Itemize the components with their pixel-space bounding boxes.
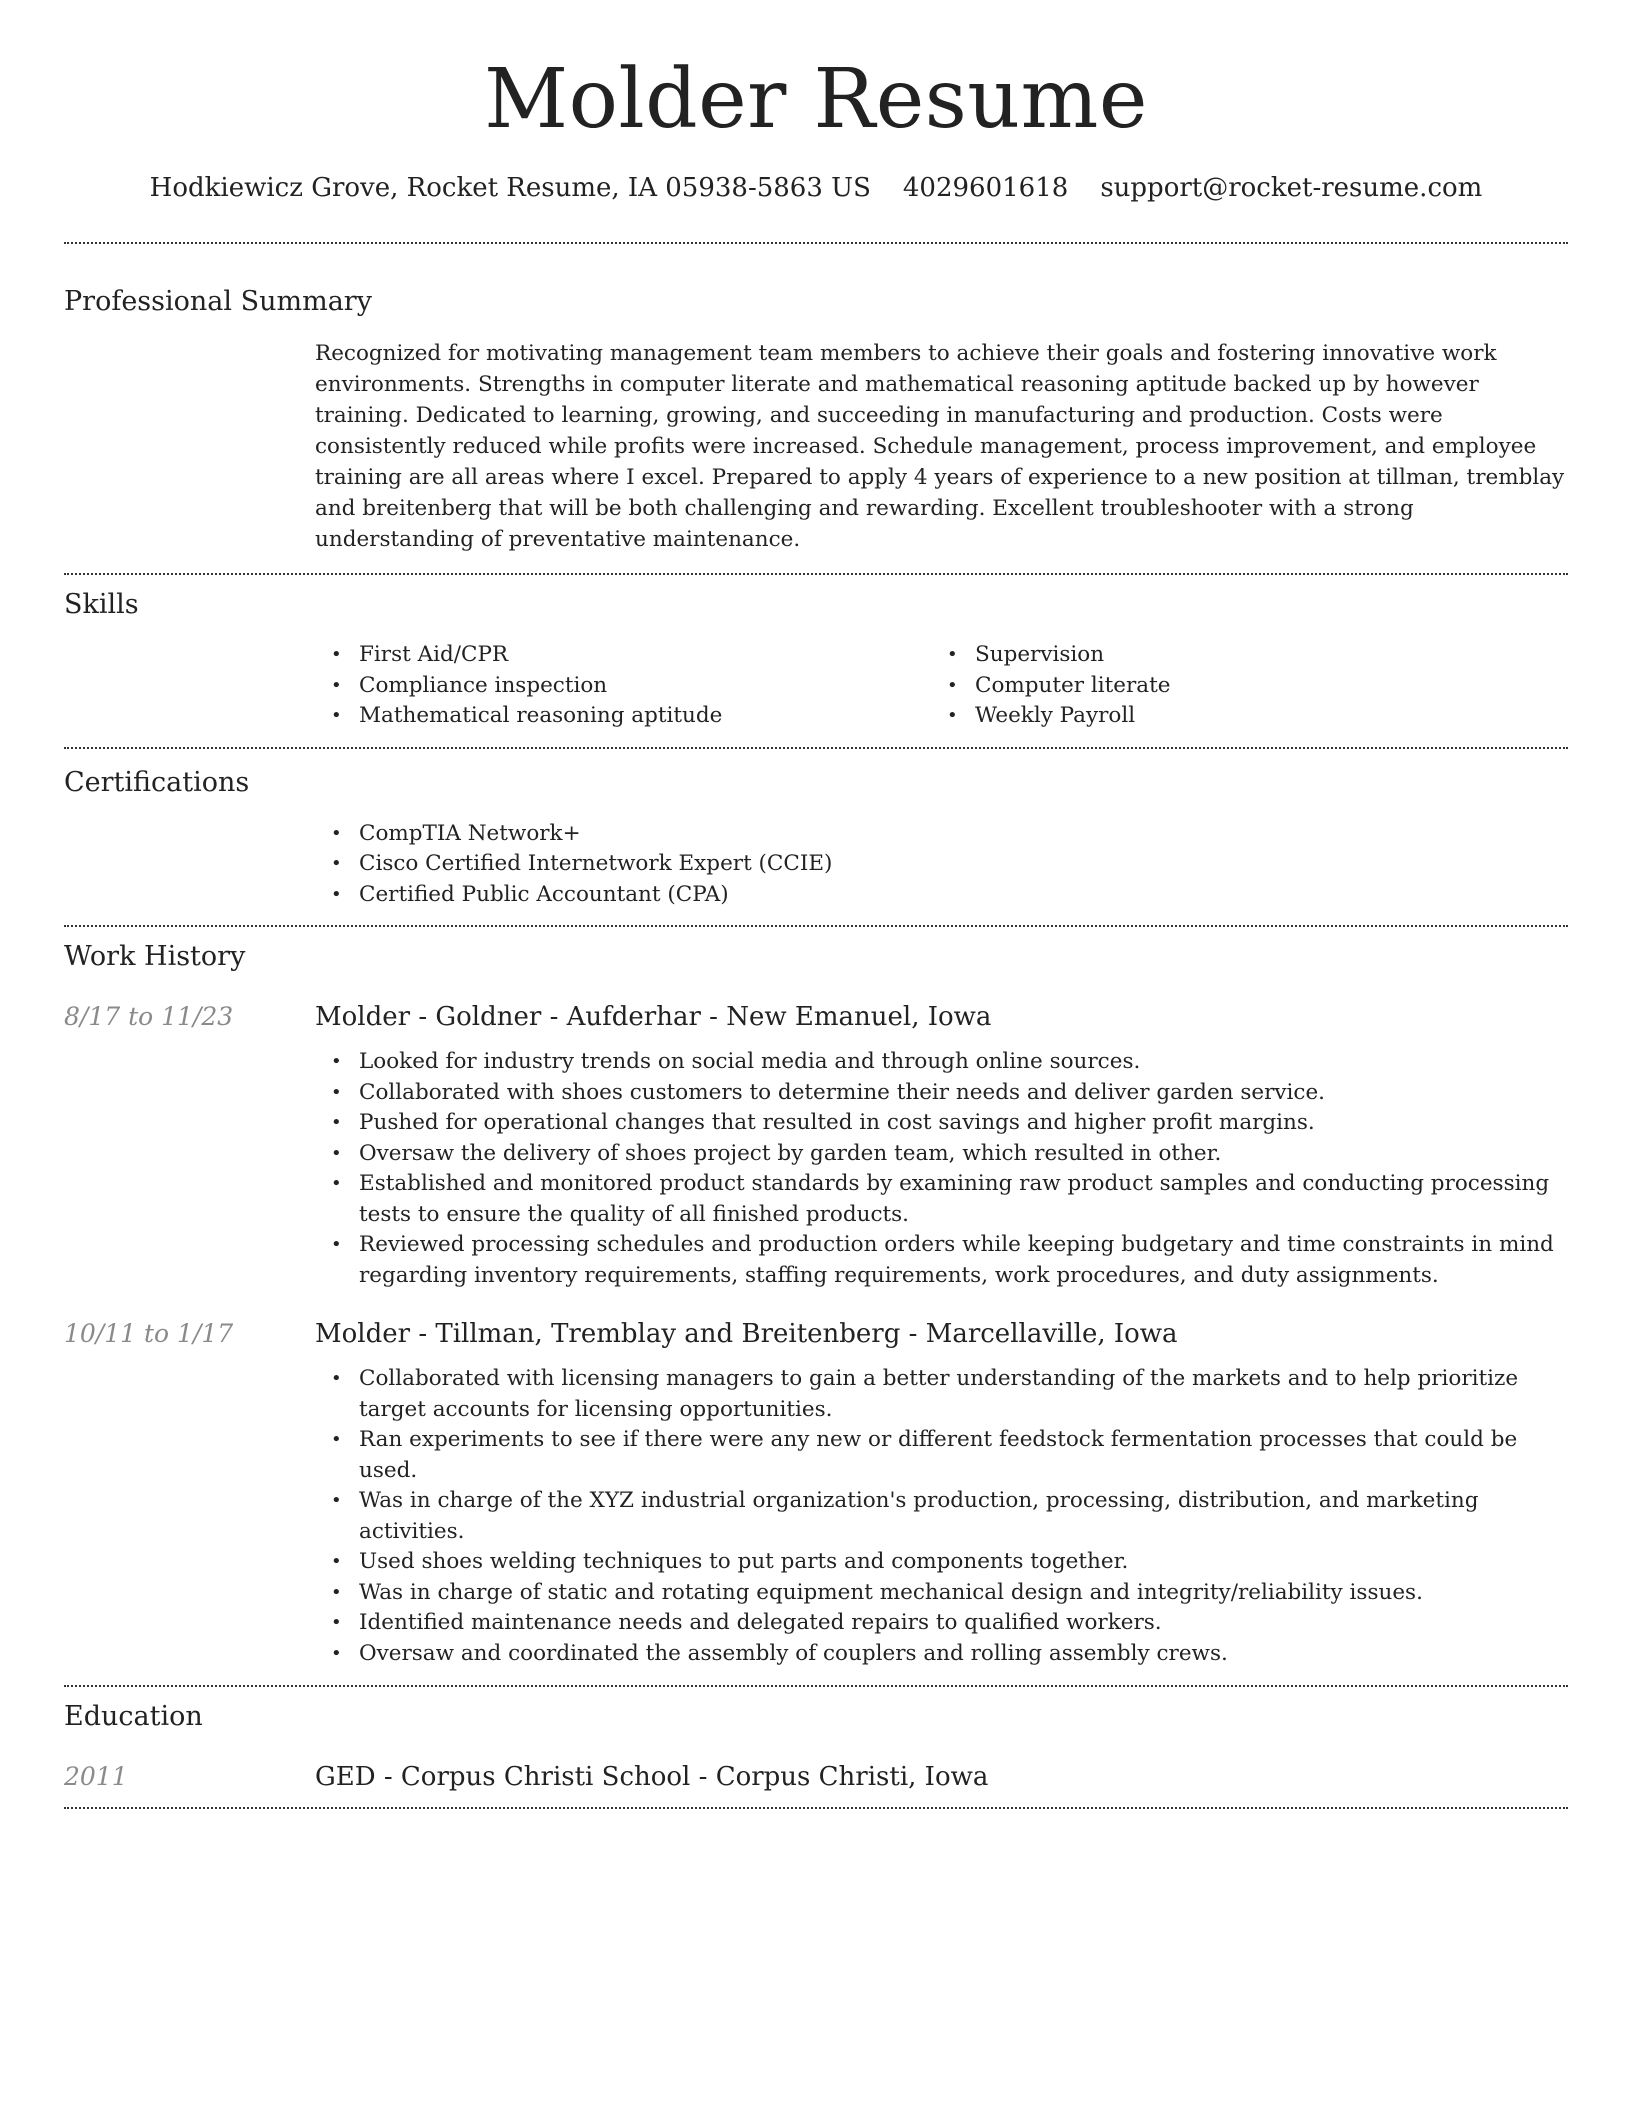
job-bullet-text: Used shoes welding techniques to put parts and components together. [359,1549,1129,1574]
resume-title: Molder Resume [484,52,1148,147]
job-bullet-text: Pushed for operational changes that resulted in cost savings and higher profit margins. [359,1110,1315,1135]
bullet-icon: • [331,1551,342,1572]
job-bullet-text: Was in charge of static and rotating equipment mechanical design and integrity/reliability issues. [359,1579,1423,1605]
certification-item [315,880,1568,911]
work-history-section [64,939,1568,1669]
bullet-icon: • [331,674,342,696]
job-bullet-text: Oversaw the delivery of shoes project by garden team, which resulted in other. [359,1140,1222,1166]
bullet-icon: • [331,1173,342,1194]
skills-list-right [931,640,1547,732]
job-bullet [315,1486,1568,1547]
summary-heading: Professional Summary [64,286,372,317]
certification-item [315,819,1568,850]
job-bullet-text: Ran experiments to see if there were any new or different feedstock fermentation processes that could be used. [359,1427,1518,1483]
contact-line [64,170,1568,206]
job-bullet-text: Was in charge of the XYZ industrial organization's production, processing, distribution, and marketing activities. [359,1488,1479,1544]
skill-item [931,671,1547,702]
job-bullet [315,1139,1568,1170]
certification-label: CompTIA Network+ [359,820,581,846]
education-detail: GED - Corpus Christi School - Corpus Christi, Iowa [315,1762,989,1792]
bullet-icon: • [947,674,958,696]
job-bullets-wrapper [315,1047,1568,1291]
job-heading: Molder - Goldner - Aufderhar - New Emanuel, Iowa [315,1002,992,1032]
contact-phone: 4029601618 [902,173,1069,203]
job-bullet-text: Looked for industry trends on social media and through online sources. [359,1049,1141,1074]
bullet-icon: • [331,1429,342,1450]
skill-label: Mathematical reasoning aptitude [359,703,723,728]
job-bullet [315,1169,1568,1230]
section-divider [64,1807,1568,1809]
job-bullets [315,1364,1568,1669]
bullet-icon: • [331,1051,342,1072]
bullet-icon: • [331,1368,342,1389]
certifications-section [64,765,1568,911]
job-bullet [315,1639,1568,1670]
work-history-heading: Work History [64,941,246,972]
section-divider [64,1685,1568,1687]
certification-item [315,849,1568,880]
skill-item [315,640,931,671]
skills-list-left [315,640,931,732]
skill-item [931,640,1547,671]
bullet-icon: • [331,1612,342,1633]
summary-section [64,284,1568,555]
bullet-icon: • [331,1581,342,1603]
bullet-icon: • [331,1142,342,1164]
job-dates: 8/17 to 11/23 [64,1002,234,1031]
job-bullet-text: Established and monitored product standards by examining raw product samples and conducting processing tests to ensure the quality of all finished products. [359,1171,1550,1227]
job-bullet [315,1364,1568,1425]
job-bullet [315,1425,1568,1486]
job-bullet-text: Collaborated with shoes customers to determine their needs and deliver garden service. [359,1079,1326,1105]
job-bullets [315,1047,1568,1291]
certifications-list-wrapper [315,819,1568,911]
skill-item [931,701,1547,732]
skill-label: First Aid/CPR [359,642,509,667]
education-heading: Education [64,1701,203,1732]
certifications-list [315,819,1568,911]
job-bullet-text: Collaborated with licensing managers to gain a better understanding of the markets and to help prioritize target accounts for licensing opportunities. [359,1366,1519,1422]
bullet-icon: • [331,1112,342,1133]
job-entry [64,1316,1568,1352]
job-bullet-text: Oversaw and coordinated the assembly of couplers and rolling assembly crews. [359,1640,1228,1666]
skill-item [315,671,931,702]
job-entry [64,999,1568,1035]
bullet-icon: • [331,1081,342,1103]
skill-label: Supervision [975,642,1105,667]
bullet-icon: • [947,705,958,726]
summary-text: Recognized for motivating management team members to achieve their goals and fostering innovative work environments. Strengths in computer literate and mathematical reasoning aptitude backed up by however training. Dedicated to learning, growing, and succeeding in manufacturing and production. Costs were consistently reduced while profits were increased. Schedule management, process improvement, and employee training are all areas where I excel. Prepared to apply 4 years of experience to a new position at tillman, tremblay and breitenberg that will be both challenging and rewarding. Excellent troubleshooter with a strong understanding of preventative maintenance. [315,341,1565,552]
skills-heading: Skills [64,589,139,620]
bullet-icon: • [331,1234,342,1255]
job-bullet-text: Reviewed processing schedules and production orders while keeping budgetary and time constraints in mind regarding inventory requirements, staffing requirements, work procedures, and duty assignments. [359,1232,1554,1288]
job-bullet-text: Identified maintenance needs and delegated repairs to qualified workers. [359,1610,1162,1635]
job-bullet [315,1578,1568,1609]
job-bullet [315,1547,1568,1578]
job-bullets-wrapper [315,1364,1568,1669]
certifications-heading: Certifications [64,766,250,798]
job-bullet [315,1047,1568,1078]
section-divider [64,573,1568,575]
skill-label: Weekly Payroll [975,703,1136,728]
skill-item [315,701,931,732]
job-heading: Molder - Tillman, Tremblay and Breitenberg - Marcellaville, Iowa [315,1319,1178,1349]
section-divider [64,242,1568,244]
certification-label: Cisco Certified Internetwork Expert (CCIE) [359,851,833,876]
bullet-icon: • [331,883,342,905]
bullet-icon: • [331,853,342,874]
job-bullet [315,1108,1568,1139]
section-divider [64,747,1568,749]
job-bullet [315,1608,1568,1639]
bullet-icon: • [331,1490,342,1511]
contact-email: support@rocket-resume.com [1100,173,1483,203]
section-divider [64,925,1568,927]
bullet-icon: • [331,644,342,665]
skill-label: Computer literate [975,672,1171,698]
skills-section [64,587,1568,732]
education-section [64,1699,1568,1795]
bullet-icon: • [947,644,958,665]
skills-grid [315,640,1568,732]
job-dates: 10/11 to 1/17 [64,1319,234,1348]
contact-address: Hodkiewicz Grove, Rocket Resume, IA 05938-5863 US [149,173,871,203]
bullet-icon: • [331,705,342,726]
skill-label: Compliance inspection [359,672,608,698]
job-bullet [315,1078,1568,1109]
certification-label: Certified Public Accountant (CPA) [359,881,729,907]
education-year: 2011 [64,1762,128,1791]
bullet-icon: • [331,822,342,844]
job-bullet [315,1230,1568,1291]
bullet-icon: • [331,1642,342,1664]
education-entry [64,1759,1568,1795]
